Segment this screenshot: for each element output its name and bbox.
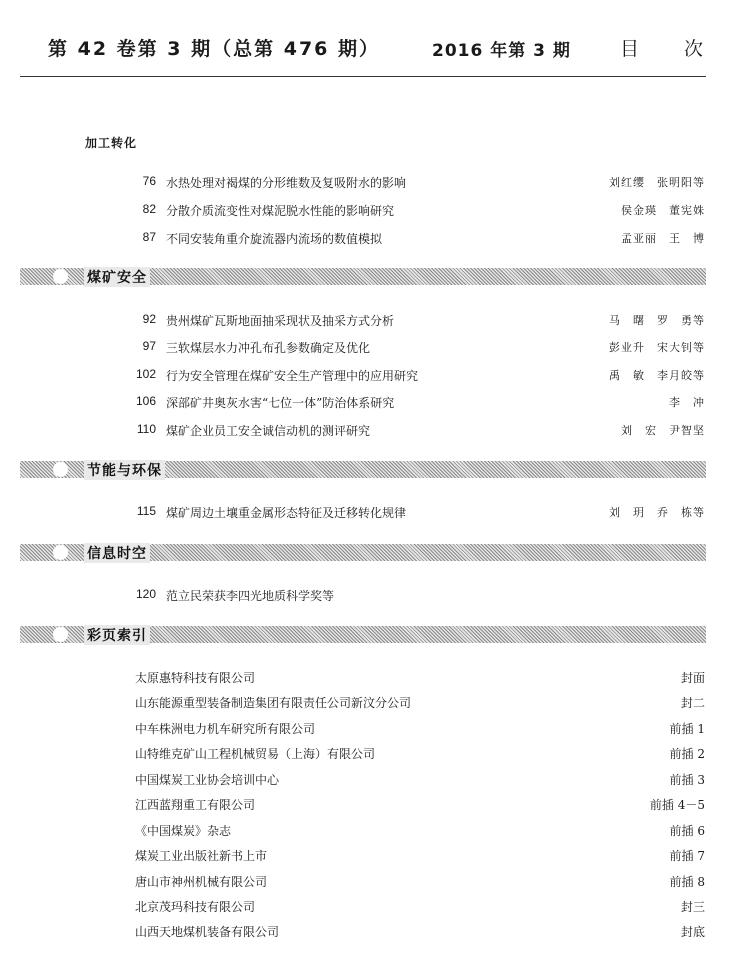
ad-index-row[interactable] [135, 822, 705, 844]
ad-index-row[interactable] [135, 847, 705, 869]
year-issue: 2016 年第 3 期 [432, 41, 571, 61]
advertiser-name: 山特维克矿山工程机械贸易（上海）有限公司 [135, 747, 376, 761]
section-heading: 煤矿安全 [84, 267, 150, 287]
article-page: 115 [136, 504, 156, 518]
section-bullet-icon [53, 269, 68, 284]
article-title[interactable]: 分散介质流变性对煤泥脱水性能的影响研究 [166, 204, 395, 218]
advertiser-name: 煤炭工业出版社新书上市 [135, 849, 268, 863]
article-entry[interactable] [120, 367, 705, 387]
article-title[interactable]: 贵州煤矿瓦斯地面抽采现状及抽采方式分析 [166, 314, 395, 328]
volume-issue: 第 42 卷第 3 期（总第 476 期） [48, 38, 381, 60]
ad-index-row[interactable] [135, 694, 705, 716]
article-entry[interactable] [120, 339, 705, 359]
section-heading-processing: 加工转化 [85, 136, 138, 150]
ad-index-row[interactable] [135, 898, 705, 920]
section-bullet-icon [53, 627, 68, 642]
article-page: 87 [142, 230, 156, 244]
advertiser-name: 北京茂玛科技有限公司 [135, 900, 256, 914]
article-title[interactable]: 行为安全管理在煤矿安全生产管理中的应用研究 [166, 369, 419, 383]
article-page: 76 [142, 174, 156, 188]
article-page: 110 [136, 422, 156, 436]
article-authors: 侯金瑛 董宪姝 [621, 204, 705, 217]
section-bullet-icon [53, 545, 68, 560]
ad-location: 封底 [680, 925, 705, 939]
ad-index-row[interactable] [135, 669, 705, 691]
article-page: 82 [142, 202, 156, 216]
section-bullet-icon [53, 462, 68, 477]
article-page: 120 [135, 587, 156, 601]
article-entry[interactable] [120, 230, 705, 250]
section-band-information [20, 544, 706, 561]
article-title[interactable]: 煤矿周边土壤重金属形态特征及迁移转化规律 [166, 506, 407, 520]
ad-index-row[interactable] [135, 923, 705, 945]
article-title[interactable]: 水热处理对褐煤的分形维数及复吸附水的影响 [166, 176, 407, 190]
ad-index-row[interactable] [135, 745, 705, 767]
ad-location: 前插 4－5 [649, 798, 705, 812]
article-authors: 马 曙 罗 勇等 [609, 314, 705, 327]
advertiser-name: 山西天地煤机装备有限公司 [135, 925, 280, 939]
ad-location: 前插 7 [669, 849, 705, 863]
ad-location: 前插 1 [669, 722, 705, 736]
ad-location: 前插 3 [669, 773, 705, 787]
article-entry[interactable] [120, 174, 705, 194]
article-entry[interactable] [120, 202, 705, 222]
article-title[interactable]: 深部矿井奥灰水害“七位一体”防治体系研究 [166, 396, 395, 410]
ad-index-row[interactable] [135, 771, 705, 793]
article-authors: 彭业升 宋大钊等 [609, 341, 705, 354]
article-authors: 李 冲 [669, 396, 705, 409]
advertiser-name: 山东能源重型装备制造集团有限责任公司新汶分公司 [135, 696, 412, 710]
section-heading: 彩页索引 [84, 625, 150, 645]
section-band-coal-safety [20, 268, 706, 285]
ad-location: 前插 6 [669, 824, 705, 838]
ad-location: 封面 [680, 671, 705, 685]
advertiser-name: 《中国煤炭》杂志 [135, 824, 232, 838]
article-page: 97 [142, 339, 156, 353]
article-entry[interactable] [120, 394, 705, 414]
section-heading: 节能与环保 [84, 460, 165, 480]
ad-index-row[interactable] [135, 796, 705, 818]
ad-index-row[interactable] [135, 720, 705, 742]
article-title[interactable]: 煤矿企业员工安全诚信动机的测评研究 [166, 424, 371, 438]
ad-location: 封三 [680, 900, 705, 914]
advertiser-name: 中国煤炭工业协会培训中心 [135, 773, 280, 787]
article-entry[interactable] [120, 587, 705, 607]
article-authors: 刘 宏 尹智坚 [621, 424, 705, 437]
ad-index-row[interactable] [135, 873, 705, 895]
article-authors: 刘红缨 张明阳等 [609, 176, 705, 189]
article-title[interactable]: 三软煤层水力冲孔布孔参数确定及优化 [166, 341, 371, 355]
section-band-energy-environment [20, 461, 706, 478]
section-heading: 信息时空 [84, 543, 150, 563]
contents-title-char-2: 次 [684, 38, 704, 60]
advertiser-name: 中车株洲电力机车研究所有限公司 [135, 722, 316, 736]
article-entry[interactable] [120, 422, 705, 442]
article-page: 92 [142, 312, 156, 326]
header-rule [20, 76, 706, 77]
article-page: 106 [135, 394, 156, 408]
ad-location: 前插 2 [669, 747, 705, 761]
article-page: 102 [135, 367, 156, 381]
article-entry[interactable] [120, 312, 705, 332]
article-authors: 禹 敏 李月皎等 [609, 369, 705, 382]
article-title[interactable]: 不同安装角重介旋流器内流场的数值模拟 [166, 232, 383, 246]
article-title[interactable]: 范立民荣获李四光地质科学奖等 [166, 589, 335, 603]
ad-location: 封二 [680, 696, 705, 710]
contents-title-char-1: 目 [620, 38, 640, 60]
advertiser-name: 唐山市神州机械有限公司 [135, 875, 268, 889]
page-header [44, 30, 706, 64]
advertiser-name: 太原惠特科技有限公司 [135, 671, 256, 685]
article-entry[interactable] [120, 504, 705, 524]
advertiser-name: 江西蓝翔重工有限公司 [135, 798, 256, 812]
section-band-color-page-index [20, 626, 706, 643]
article-authors: 刘 玥 乔 栋等 [609, 506, 705, 519]
ad-location: 前插 8 [669, 875, 705, 889]
article-authors: 孟亚丽 王 博 [621, 232, 705, 245]
